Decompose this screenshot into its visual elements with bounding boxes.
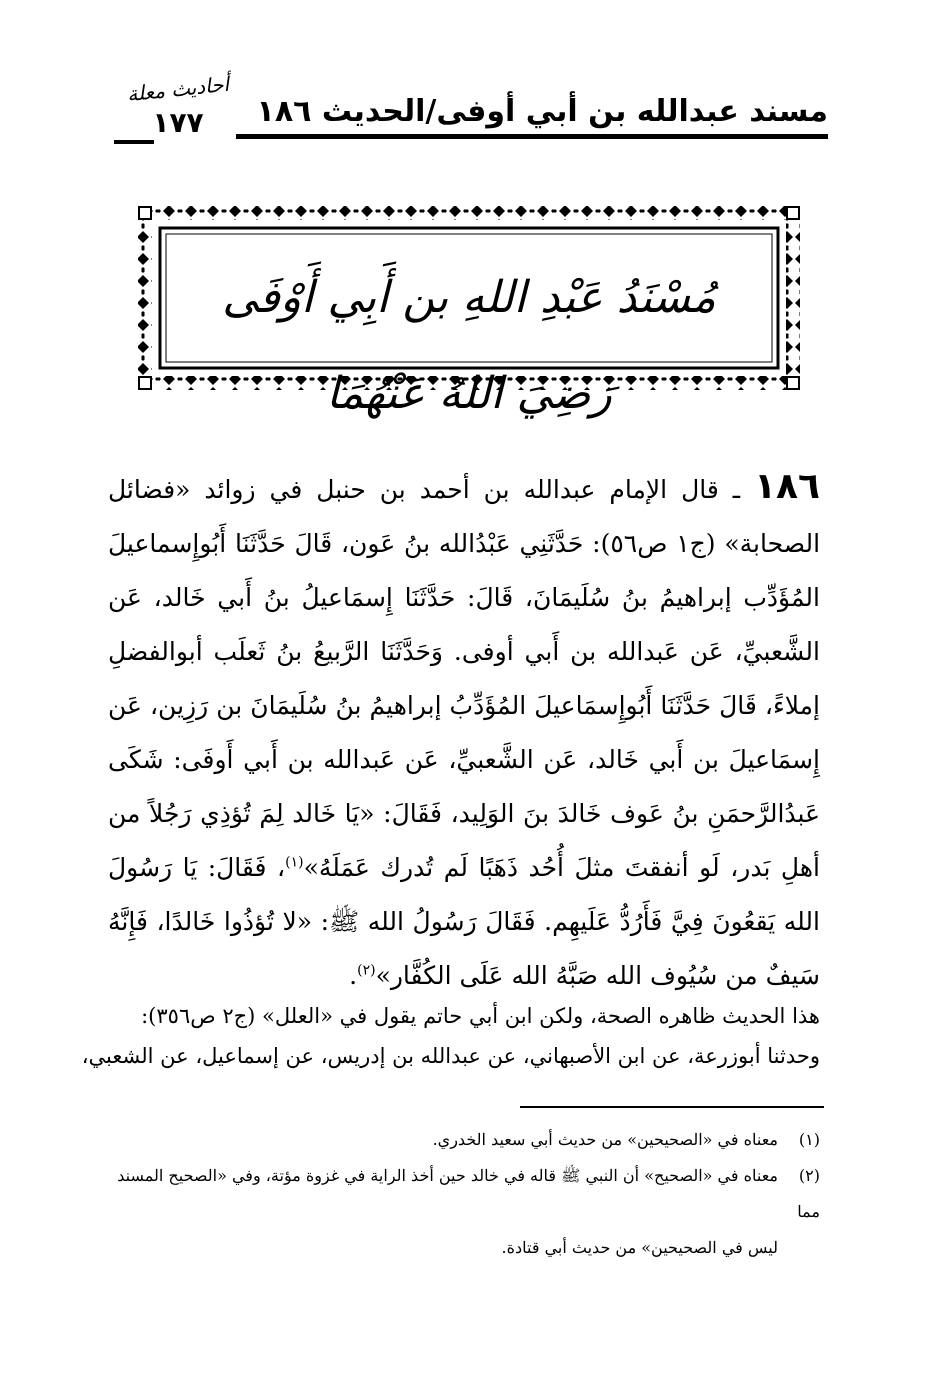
page-number-rule — [114, 140, 154, 144]
footnote-ref-1[interactable]: (١) — [285, 854, 304, 871]
running-title: مسند عبدالله بن أبي أوفى/الحديث ١٨٦ — [256, 94, 828, 129]
footnote-2 — [108, 1158, 820, 1266]
footnote-text: معناه في «الصحيحين» من حديث أبي سعيد الخدري. — [432, 1130, 778, 1149]
footnote-rule — [520, 1106, 824, 1108]
footnote-number: (٢) — [798, 1166, 820, 1185]
hadith-body-continued: ، فَقَالَ: يَا رَسُولَ الله يَقعُونَ فِيَّ فَأَرُدُّ عَلَيهِم. فَقَالَ رَسُولُ الله ﷺ: «لا تُؤذُوا خَالدًا، فَإِنَّهُ سَيفٌ من سُيُوف الله صَبَّهُ الله عَلَى الكُفَّار» — [108, 853, 820, 990]
footnotes — [108, 1122, 820, 1266]
footnote-text-continued: ليس في الصحيحين» من حديث أبي قتادة. — [501, 1238, 778, 1257]
footnote-1 — [108, 1122, 820, 1158]
footnote-text: معناه في «الصحيح» أن النبي ﷺ قاله في خالد حين أخذ الراية في غزوة مؤتة، وفي «الصحيح المسند مما — [117, 1166, 820, 1221]
section-title: مُسْنَدُ عَبْدِ اللهِ بن أَبِي أَوْفَى رَضِيَ اللهُ عَنْهُمَا — [222, 272, 716, 419]
side-note: أحاديث معلة — [125, 71, 231, 107]
commentary-line: وحدثنا أبوزرعة، عن ابن الأصبهاني، عن عبدالله بن إدريس، عن إسماعيل، عن الشعبي، — [81, 1044, 820, 1068]
commentary-line: هذا الحديث ظاهره الصحة، ولكن ابن أبي حاتم يقول في «العلل» (ج٢ ص٣٥٦): — [141, 1004, 820, 1028]
page-number: ١٧٧ — [152, 106, 204, 139]
header-rule — [236, 134, 828, 139]
hadith-body: ـ قال الإمام عبدالله بن أحمد بن حنبل في زوائد «فضائل الصحابة» (ج١ ص٥٦): حَدَّثَنِي عَبْدُالله بنُ عَون، قَالَ حَدَّثَنَا أَبُوإِسماعيلَ المُؤَدِّب إبراهيمُ بنُ سُلَيمَانَ، قَالَ: حَدَّثَنَا إِسمَاعيلُ بنُ أَبي خَالد، عَن الشَّعبيِّ، عَن عَبدالله بن أَبي أوفى. وَحَدَّثَنَا الرَّبيعُ بنُ ثَعلَب أبوالفضلِ إملاءً، قَالَ حَدَّثَنَا أَبُوإِسمَاعيلَ المُؤَدِّبُ إبراهيمُ بنُ سُلَيمَانَ بن رَزِين، عَن إِسمَاعيلَ بن أَبي خَالد، عَن الشَّعبيِّ، عَن عَبدالله بن أَبي أَوفَى: شَكَى عَبدُالرَّحمَنِ بنُ عَوف خَالدَ بنَ الوَلِيد، فَقَالَ: «يَا خَالد لِمَ تُؤذِي رَجُلاً من أهلِ بَدر، لَو أنفقتَ مثلَ أُحُد ذَهَبًا لَم تُدرك عَمَلَهُ» — [108, 475, 821, 882]
hadith-end: . — [349, 961, 358, 990]
footnote-ref-2[interactable]: (٢) — [357, 962, 376, 979]
footnote-number: (١) — [798, 1130, 820, 1149]
commentary — [81, 996, 820, 1076]
hadith-number: ١٨٦ — [754, 466, 820, 507]
hadith-text — [108, 460, 820, 1003]
